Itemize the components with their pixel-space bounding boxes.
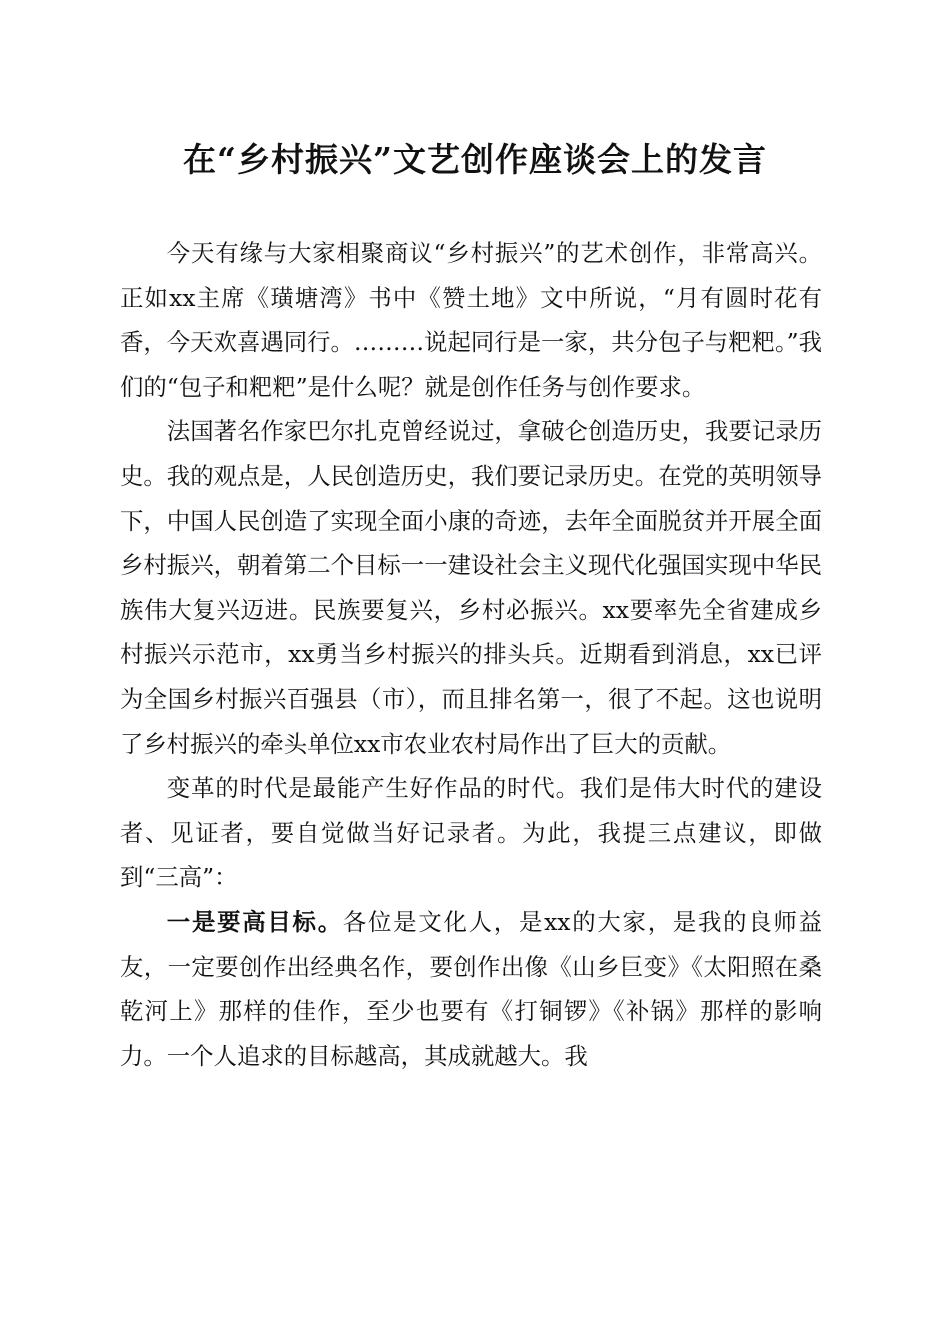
paragraph-4-text: 各位是文化人，是xx的大家，是我的良师益友，一定要创作出经典名作，要创作出像《山乡巨变》《太阳照在桑乾河上》那样的佳作，至少也要有《打铜锣》《补锅》那样的影响力。一个人追求的目标越高，其成就越大。我: [120, 907, 823, 1070]
paragraph-3-text: 变革的时代是最能产生好作品的时代。我们是伟大时代的建设者、见证者，要自觉做当好记录者。为此，我提三点建议，即做到“三高”：: [120, 774, 822, 892]
paragraph-1-text: 今天有缘与大家相聚商议“乡村振兴”的艺术创作，非常高兴。正如xx主席《璜塘湾》书中《赞土地》文中所说，“月有圆时花有香，今天欢喜遇同行。………说起同行是一家，共分包子与粑粑。”我们的“包子和粑粑”是什么呢？就是创作任务与创作要求。: [120, 239, 822, 401]
paragraph-2-text: 法国著名作家巴尔扎克曾经说过，拿破仑创造历史，我要记录历史。我的观点是，人民创造历史，我们要记录历史。在党的英明领导下，中国人民创造了实现全面小康的奇迹，去年全面脱贫并开展全面乡村振兴，朝着第二个目标一一建设社会主义现代化强国实现中华民族伟大复兴迈进。民族要复兴，乡村必振兴。xx要率先全省建成乡村振兴示范市，xx勇当乡村振兴的排头兵。近期看到消息，xx已评为全国乡村振兴百强县（市），而且排名第一，很了不起。这也说明了乡村振兴的牵头单位xx市农业农村局作出了巨大的贡献。: [120, 417, 822, 758]
paragraph-4: [120, 900, 822, 1078]
paragraph-1: [120, 231, 822, 409]
document-body: [120, 231, 822, 1078]
document-title: 在“乡村振兴”文艺创作座谈会上的发言: [183, 140, 767, 179]
paragraph-2: [120, 409, 822, 766]
paragraph-3: [120, 766, 822, 900]
paragraph-4-lead: 一是要高目标。: [166, 907, 343, 936]
